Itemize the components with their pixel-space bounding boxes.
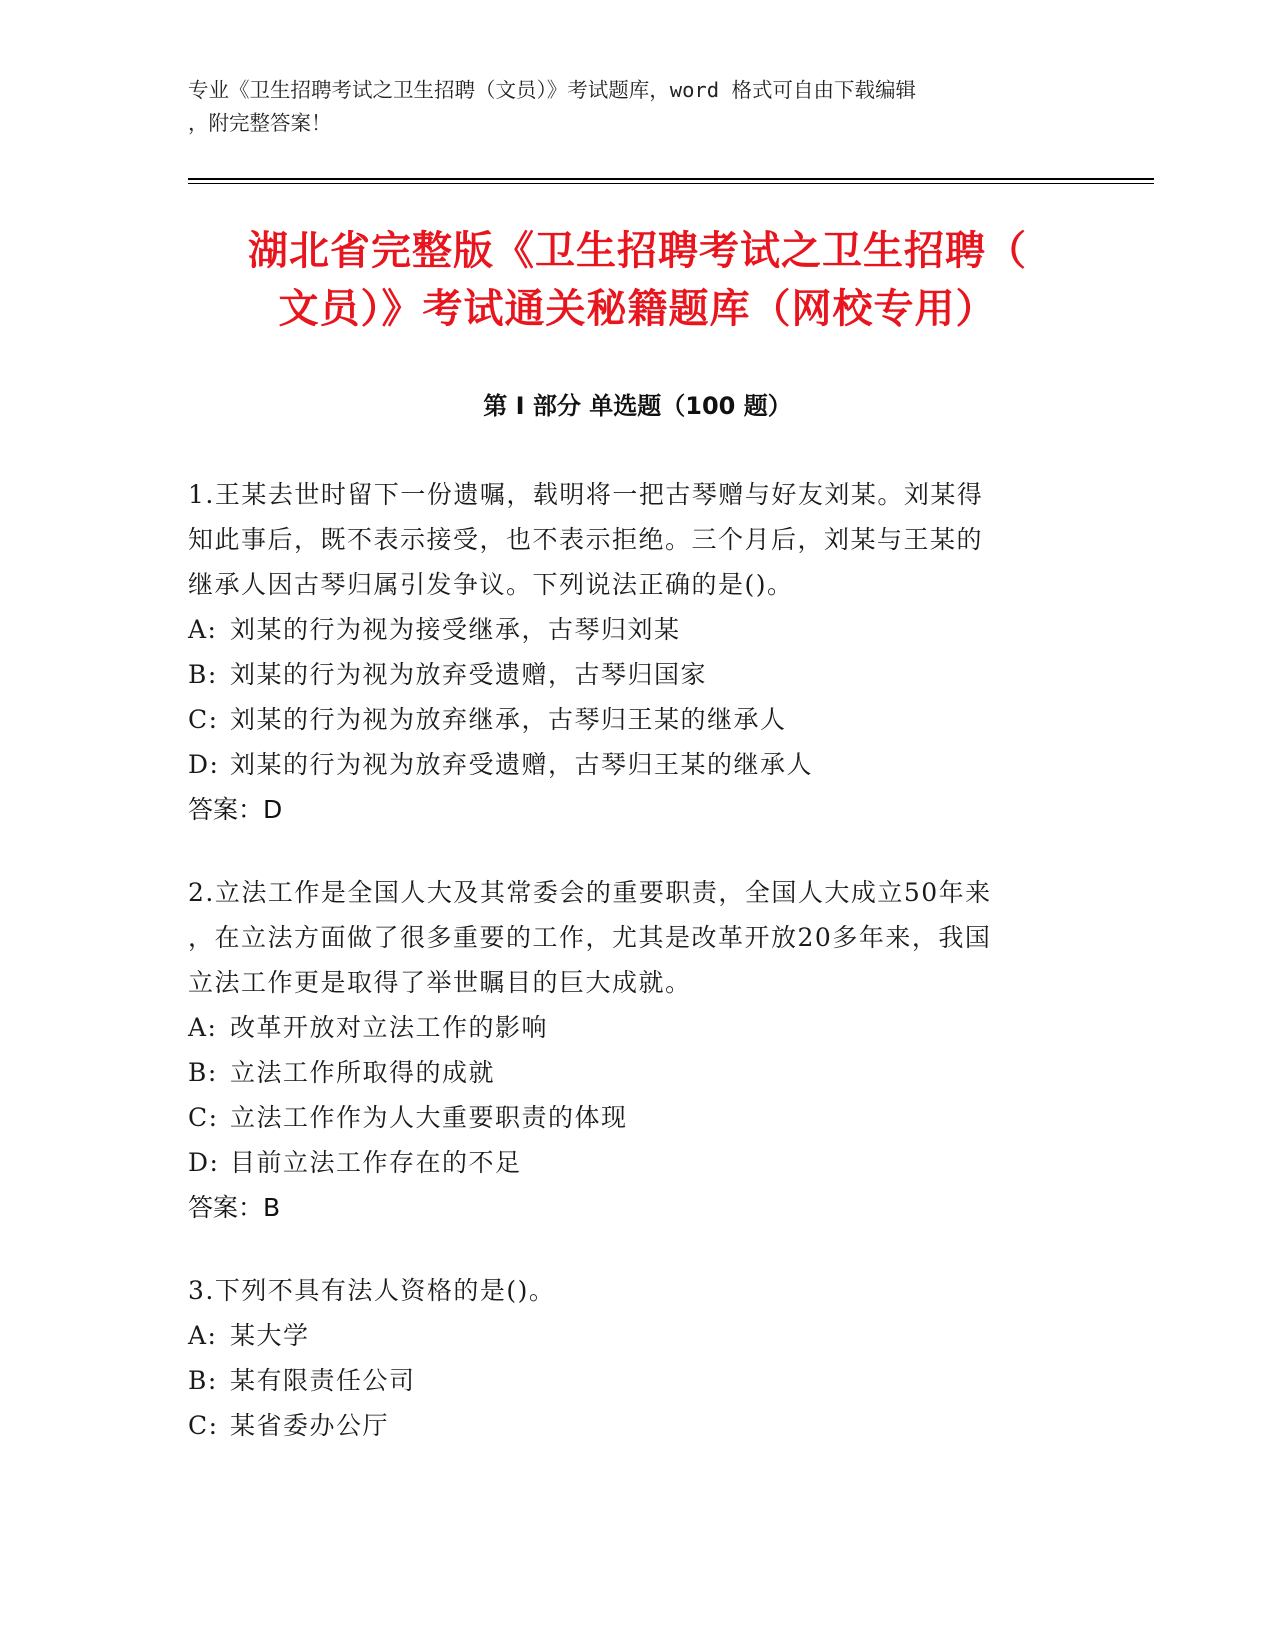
option-key: B: — [188, 660, 218, 689]
option-text: 某省委办公厅 — [230, 1411, 390, 1440]
answer-option — [188, 697, 1088, 742]
option-key: A: — [188, 1321, 218, 1350]
answer-option — [188, 1095, 1088, 1140]
answer-option — [188, 1403, 1088, 1448]
option-key: C: — [188, 705, 219, 734]
option-key: B: — [188, 1366, 218, 1395]
option-text: 刘某的行为视为接受继承，古琴归刘某 — [230, 615, 681, 644]
title-line: 湖北省完整版《卫生招聘考试之卫生招聘（ — [248, 228, 1027, 274]
question-item — [188, 870, 1088, 1230]
option-text: 某有限责任公司 — [230, 1366, 416, 1395]
option-key: A: — [188, 615, 218, 644]
option-text: 立法工作作为人大重要职责的体现 — [230, 1103, 628, 1132]
option-text: 刘某的行为视为放弃继承，古琴归王某的继承人 — [230, 705, 787, 734]
option-text: 改革开放对立法工作的影响 — [230, 1013, 549, 1042]
answer-option — [188, 1140, 1088, 1185]
section-heading: 第 I 部分 单选题（100 题） — [483, 392, 792, 420]
option-key: C: — [188, 1103, 219, 1132]
header-note-line: 专业《卫生招聘考试之卫生招聘（文员）》考试题库，word 格式可自由下载编辑 — [188, 78, 916, 102]
option-text: 立法工作所取得的成就 — [230, 1058, 496, 1087]
answer-option — [188, 1358, 1088, 1403]
answer-option — [188, 1050, 1088, 1095]
question-stem-line: 继承人因古琴归属引发争议。下列说法正确的是()。 — [188, 570, 794, 599]
question-stem-line: 3.下列不具有法人资格的是()。 — [188, 1276, 556, 1305]
answer-option — [188, 1005, 1088, 1050]
option-key: C: — [188, 1411, 219, 1440]
option-key: A: — [188, 1013, 218, 1042]
option-key: D: — [188, 750, 220, 779]
title-line: 文员）》考试通关秘籍题库（网校专用） — [278, 286, 997, 332]
answer-option — [188, 607, 1088, 652]
option-key: D: — [188, 1148, 220, 1177]
question-stem-line: 知此事后，既不表示接受，也不表示拒绝。三个月后，刘某与王某的 — [188, 525, 984, 554]
question-stem-line: 1.王某去世时留下一份遗嘱，载明将一把古琴赠与好友刘某。刘某得 — [188, 480, 984, 509]
option-text: 某大学 — [230, 1321, 310, 1350]
question-stem-line: 2.立法工作是全国人大及其常委会的重要职责，全国人大成立50年来 — [188, 878, 992, 907]
question-item — [188, 1268, 1088, 1448]
question-stem-line: ，在立法方面做了很多重要的工作，尤其是改革开放20多年来，我国 — [188, 923, 992, 952]
option-key: B: — [188, 1058, 218, 1087]
answer-option — [188, 652, 1088, 697]
option-text: 刘某的行为视为放弃受遗赠，古琴归国家 — [230, 660, 708, 689]
document-title — [150, 222, 1125, 338]
header-note — [188, 74, 1068, 140]
header-divider-thin — [188, 183, 1154, 184]
answer-key: 答案：D — [188, 795, 283, 824]
option-text: 目前立法工作存在的不足 — [230, 1148, 522, 1177]
header-divider-thick — [188, 178, 1154, 180]
answer-option — [188, 1313, 1088, 1358]
header-note-line: ，附完整答案！ — [188, 111, 332, 135]
question-item — [188, 472, 1088, 832]
answer-key: 答案：B — [188, 1193, 281, 1222]
option-text: 刘某的行为视为放弃受遗赠，古琴归王某的继承人 — [230, 750, 814, 779]
answer-option — [188, 742, 1088, 787]
question-list — [188, 472, 1088, 1486]
question-stem-line: 立法工作更是取得了举世瞩目的巨大成就。 — [188, 968, 692, 997]
